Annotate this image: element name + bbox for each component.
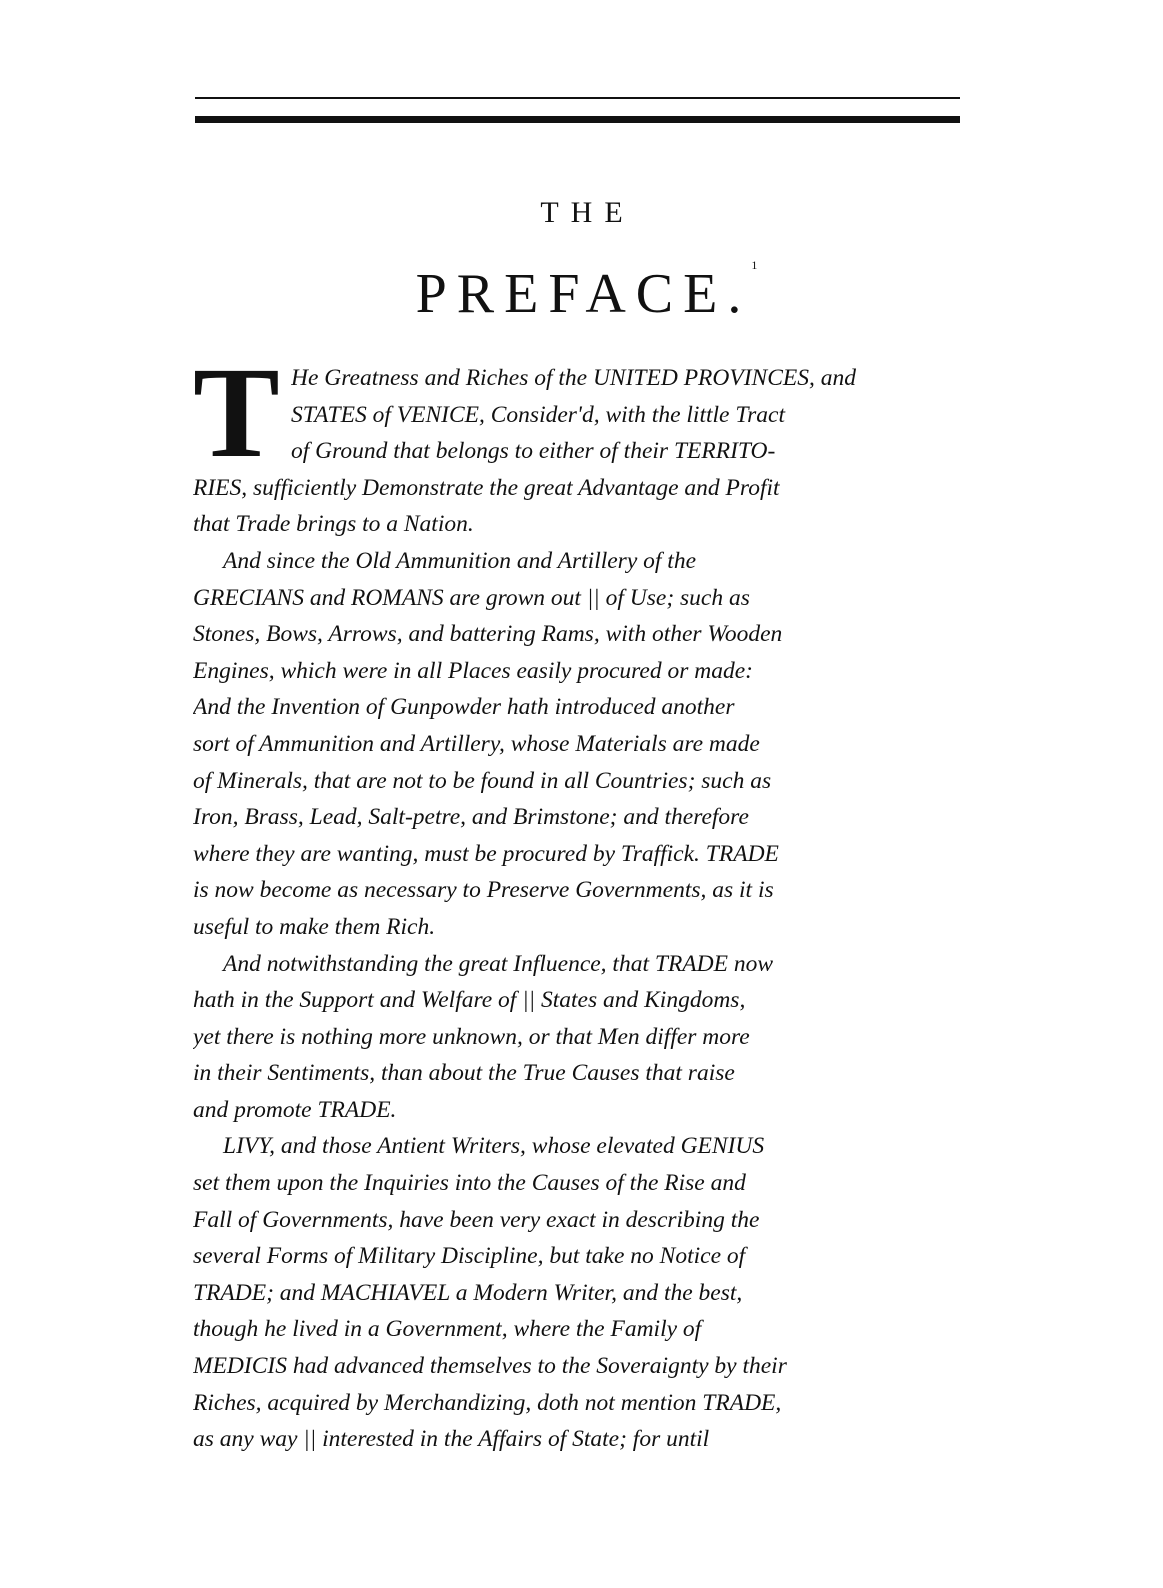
text-line: And the Invention of Gunpowder hath introduced another	[193, 694, 735, 721]
text-line: useful to make them Rich.	[193, 913, 436, 940]
text-line: STATES of VENICE, Consider'd, with the little Tract	[291, 401, 785, 428]
heading-the	[0, 196, 1163, 230]
text-line: TRADE; and MACHIAVEL a Modern Writer, and the best,	[193, 1279, 743, 1306]
text-line: RIES, sufficiently Demonstrate the great Advantage and Profit	[193, 474, 780, 501]
text-line: Riches, acquired by Merchandizing, doth not mention TRADE,	[193, 1389, 782, 1416]
text-line: MEDICIS had advanced themselves to the Soveraignty by their	[193, 1353, 787, 1380]
drop-cap: T	[193, 341, 280, 485]
text-line: Fall of Governments, have been very exact in describing the	[193, 1206, 760, 1233]
top-rule-thin	[195, 97, 960, 99]
preface-body	[193, 341, 963, 1458]
text-line: of Minerals, that are not to be found in all Countries; such as	[193, 767, 772, 794]
text-line: He Greatness and Riches of the UNITED PROVINCES, and	[291, 365, 857, 391]
text-line: though he lived in a Government, where the Family of	[193, 1316, 702, 1343]
text-line: is now become as necessary to Preserve Governments, as it is	[193, 877, 774, 904]
heading-preface-text: PREFACE.	[415, 263, 752, 325]
text-line: Stones, Bows, Arrows, and battering Rams, with other Wooden	[193, 621, 783, 648]
text-line: where they are wanting, must be procured by Traffick. TRADE	[193, 840, 779, 867]
text-line: Engines, which were in all Places easily procured or made:	[193, 657, 753, 684]
text-line: LIVY, and those Antient Writers, whose elevated GENIUS	[223, 1133, 765, 1160]
text-line: GRECIANS and ROMANS are grown out || of Use; such as	[193, 584, 750, 611]
text-line: hath in the Support and Welfare of || States and Kingdoms,	[193, 987, 746, 1014]
text-line: in their Sentiments, than about the True Causes that raise	[193, 1060, 735, 1087]
text-line: yet there is nothing more unknown, or that Men differ more	[193, 1023, 750, 1050]
text-line: several Forms of Military Discipline, but take no Notice of	[193, 1243, 746, 1270]
text-line: Iron, Brass, Lead, Salt-petre, and Brimstone; and therefore	[193, 804, 749, 831]
text-line: and promote TRADE.	[193, 1096, 397, 1123]
heading-preface	[0, 258, 1163, 326]
text-line: as any way || interested in the Affairs of State; for until	[193, 1426, 710, 1453]
heading-the-text: THE	[540, 196, 635, 229]
text-line: set them upon the Inquiries into the Causes of the Rise and	[193, 1170, 746, 1197]
text-line: of Ground that belongs to either of their TERRITO-	[291, 438, 776, 465]
footnote-mark: 1	[751, 258, 758, 272]
text-line: that Trade brings to a Nation.	[193, 511, 474, 538]
text-line: And since the Old Ammunition and Artillery of the	[223, 547, 696, 574]
text-line: And notwithstanding the great Influence, that TRADE now	[223, 950, 774, 977]
dropcap-lines	[193, 341, 963, 485]
text-line: sort of Ammunition and Artillery, whose Materials are made	[193, 730, 760, 757]
top-rule-thick	[195, 116, 960, 123]
